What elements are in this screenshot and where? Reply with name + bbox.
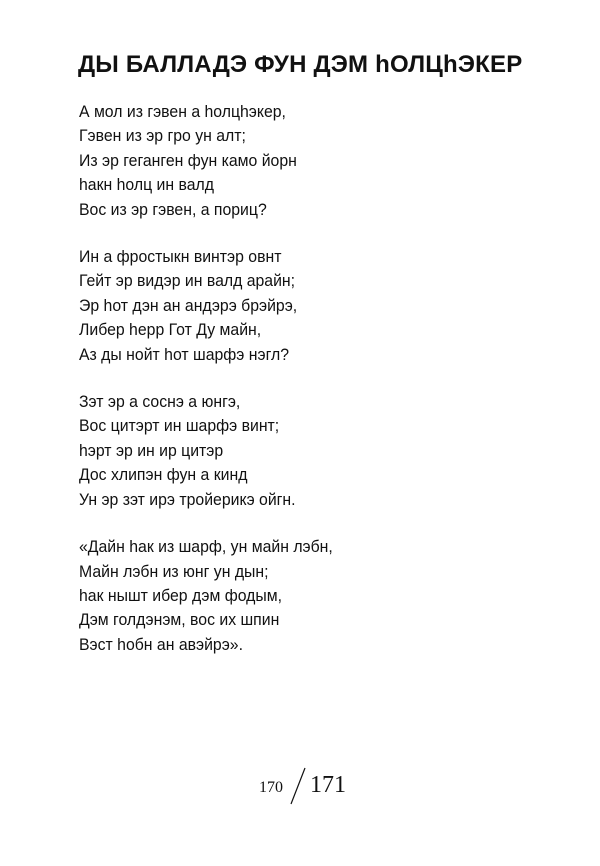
poem-line: Вос из эр гэвен, а пориц? [79, 199, 267, 219]
page-number-right: 171 [310, 772, 346, 798]
page-number-left: 170 [259, 779, 283, 796]
poem-line: Гэвен из эр гро ун алт; [79, 126, 246, 146]
poem-line: Либер hерр Гот Ду майн, [79, 320, 262, 340]
poem-line: Зэт эр а соснэ а юнгэ, [79, 392, 241, 412]
poem-line: Ин а фростыкн винтэр овнт [79, 247, 282, 267]
poem-body [79, 100, 539, 680]
poem-line: Вос цитэрт ин шарфэ винт; [79, 416, 280, 436]
poem-line: Дос хлипэн фун а кинд [79, 465, 248, 485]
poem-line: Ун эр зэт ирэ тройерикэ ойгн. [79, 489, 296, 509]
poem-line: hакн hолц ин валд [79, 175, 214, 195]
poem-line: «Дайн hак из шарф, ун майн лэбн, [79, 537, 333, 557]
stanza-4 [79, 535, 539, 657]
slash-divider-icon [289, 767, 307, 805]
poem-line: Эр hот дэн ан андэрэ брэйрэ, [79, 295, 298, 315]
poem-line: Аз ды нойт hот шарфэ нэгл? [79, 344, 290, 364]
poem-line: Майн лэбн из юнг ун дын; [79, 561, 269, 581]
page-numbers [0, 763, 600, 813]
stanza-1 [79, 100, 539, 222]
poem-line: hак нышт ибер дэм фодым, [79, 585, 283, 605]
poem-line: Вэст hобн ан авэйрэ». [79, 634, 243, 654]
stanza-2 [79, 245, 539, 367]
poem-line: hэрт эр ин ир цитэр [79, 440, 224, 460]
stanza-3 [79, 390, 539, 512]
poem-line: А мол из гэвен а hолцhэкер, [79, 102, 286, 121]
poem-line: Из эр геганген фун камо йорн [79, 150, 297, 170]
poem-line: Дэм голдэнэм, вос их шпин [79, 610, 280, 630]
poem-line: Гейт эр видэр ин валд арайн; [79, 271, 296, 291]
poem-title: ДЫ БАЛЛАДЭ ФУН ДЭМ hОЛЦhЭКЕР [78, 51, 523, 78]
